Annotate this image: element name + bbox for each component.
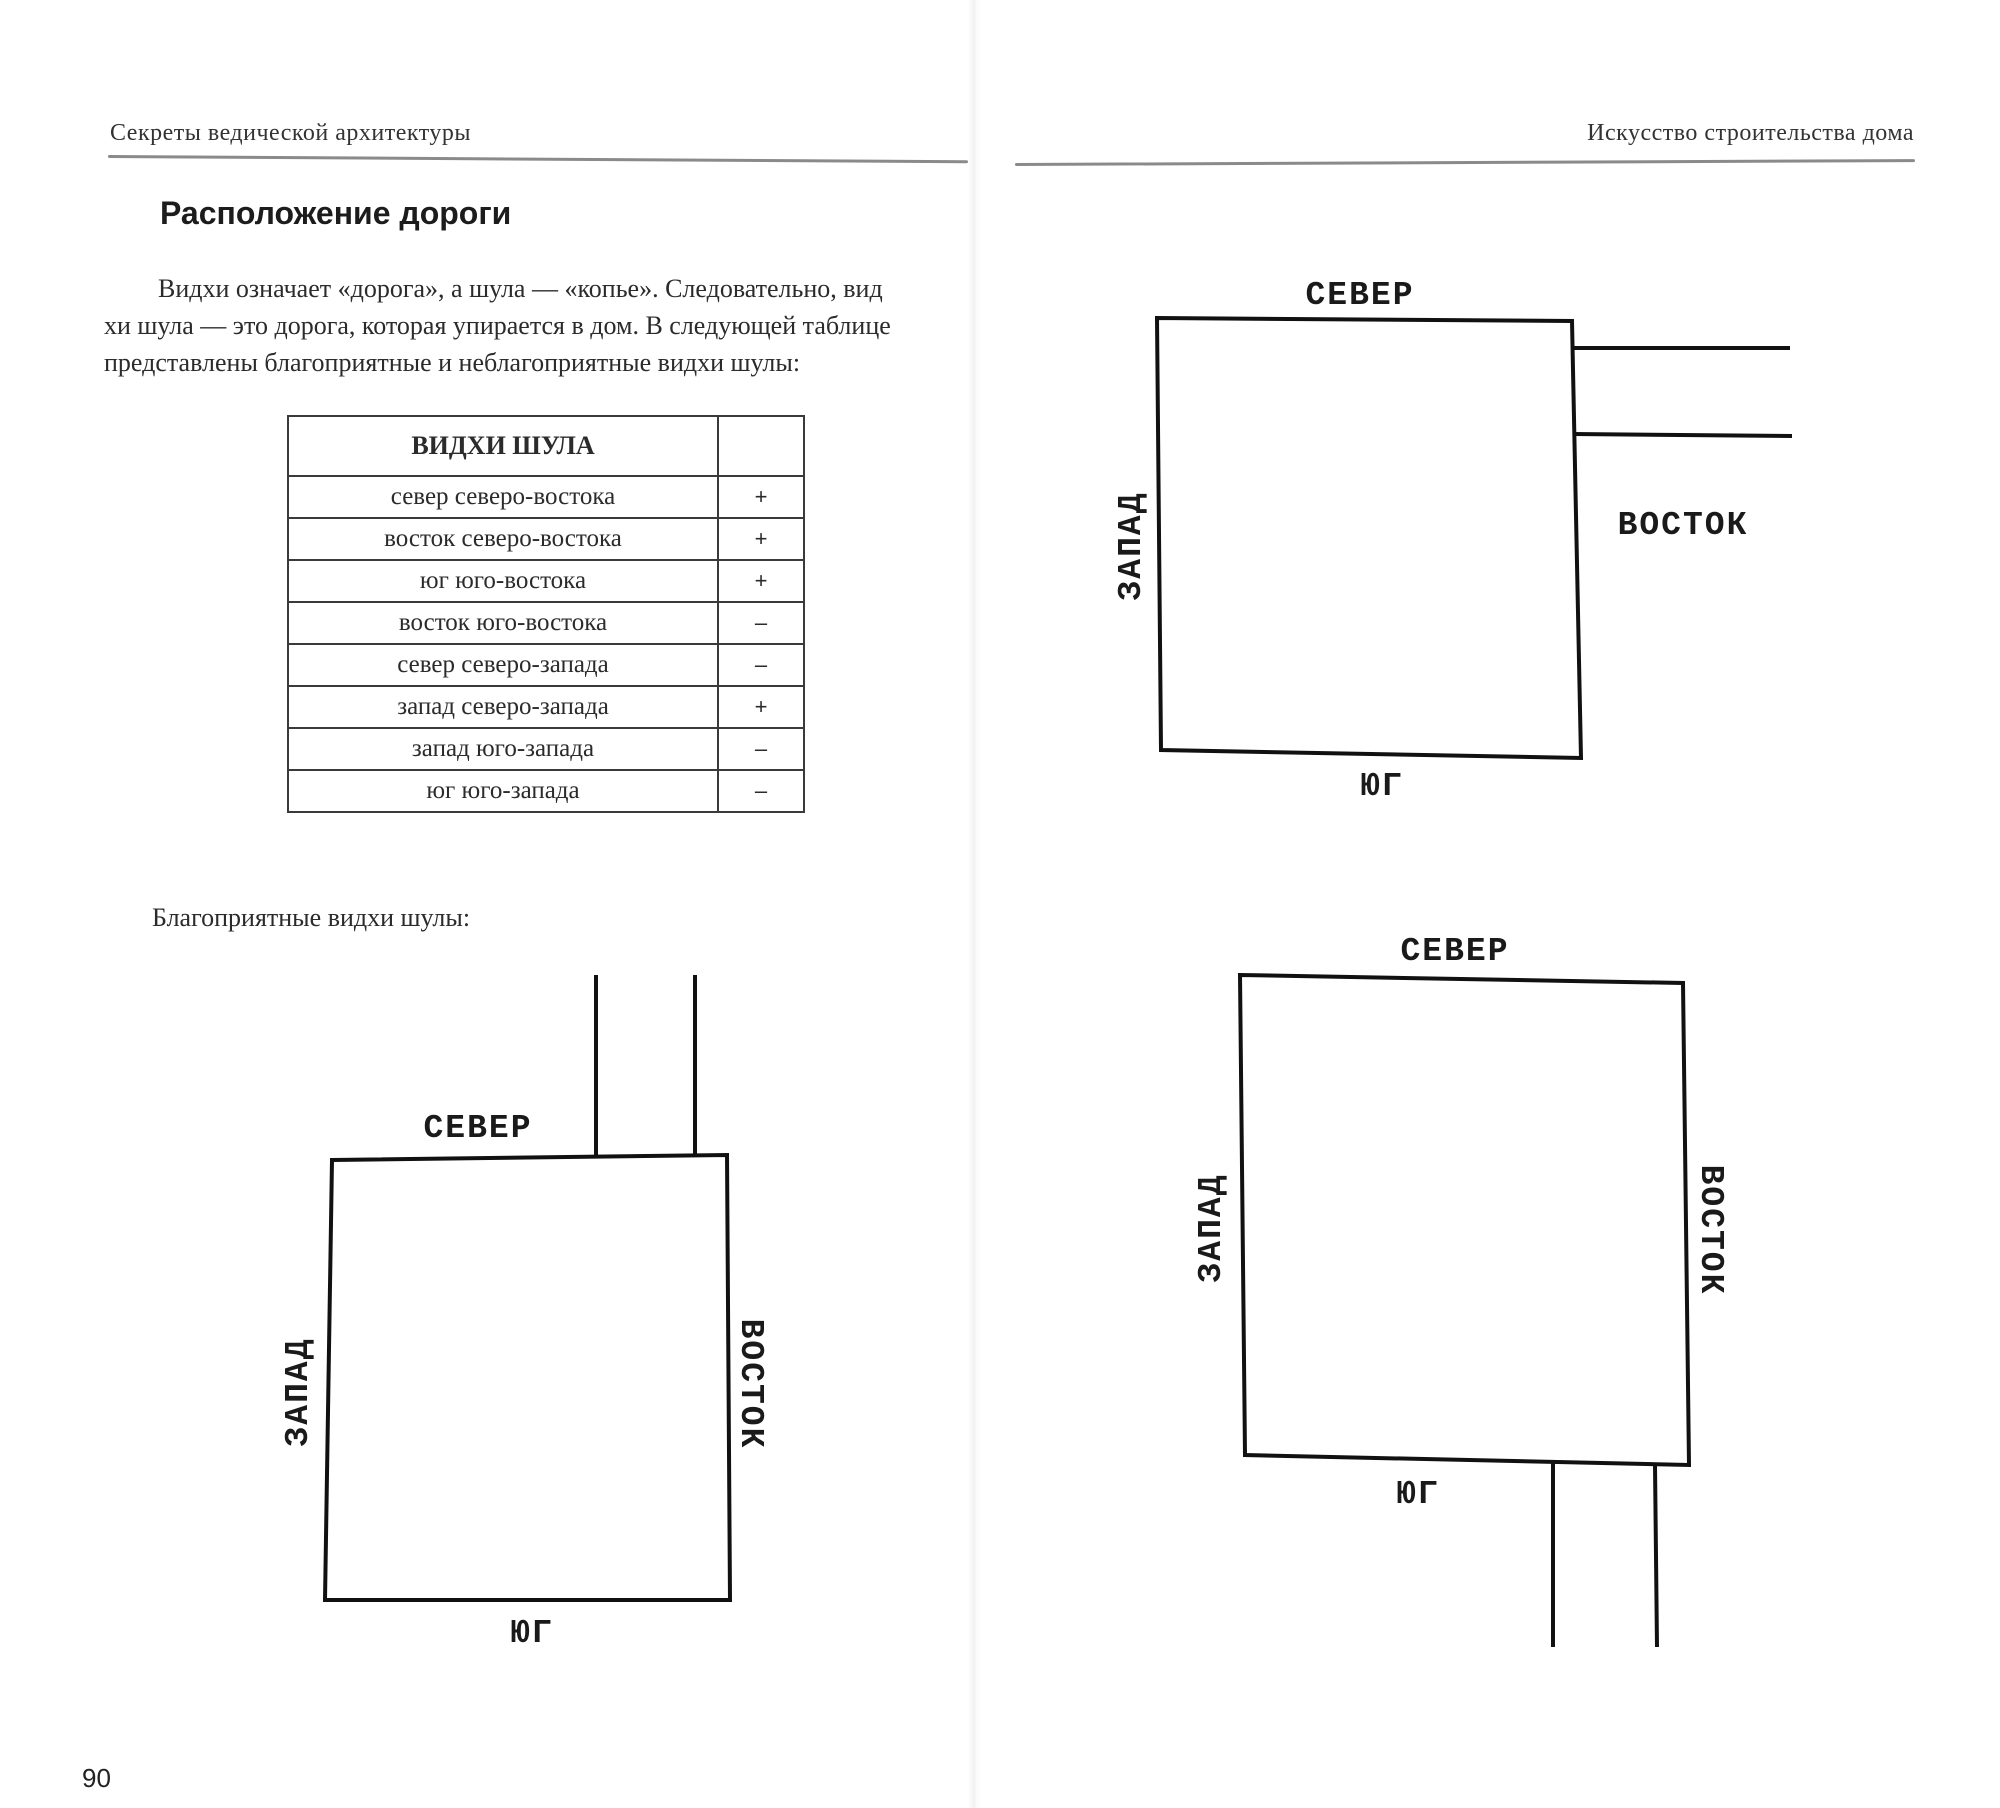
table-cell-direction: восток юго-востока xyxy=(288,602,718,644)
label-south: ЮГ xyxy=(510,1615,554,1652)
table-cell-mark: – xyxy=(718,644,804,686)
label-west: ЗАПАД xyxy=(280,1337,317,1447)
road-line xyxy=(1655,1465,1657,1647)
table-cell-direction: север северо-запада xyxy=(288,644,718,686)
paragraph-line: Видхи означает «дорога», а шула — «копье». Следовательно, вид xyxy=(158,274,883,303)
table-cell-direction: север северо-востока xyxy=(288,476,718,518)
table-cell-mark: – xyxy=(718,728,804,770)
house-outline xyxy=(1240,975,1689,1465)
label-west: ЗАПАД xyxy=(1113,491,1150,601)
running-head-left: Секреты ведической архитектуры xyxy=(110,120,471,146)
label-south: ЮГ xyxy=(1360,768,1404,805)
page-number: 90 xyxy=(82,1763,111,1793)
figure-caption: Благоприятные видхи шулы: xyxy=(152,903,471,932)
label-east: ВОСТОК xyxy=(732,1318,769,1450)
label-north: СЕВЕР xyxy=(1305,277,1415,314)
table-cell-direction: запад юго-запада xyxy=(288,728,718,770)
label-east: ВОСТОК xyxy=(1692,1164,1729,1296)
table-cell-mark: – xyxy=(718,602,804,644)
table-cell-mark: + xyxy=(718,686,804,728)
label-west: ЗАПАД xyxy=(1193,1173,1230,1283)
table-cell-direction: запад северо-запада xyxy=(288,686,718,728)
label-south: ЮГ xyxy=(1396,1476,1440,1513)
table-header: ВИДХИ ШУЛА xyxy=(288,416,718,476)
label-north: СЕВЕР xyxy=(1400,933,1510,970)
table-cell-direction: юг юго-востока xyxy=(288,560,718,602)
label-north: СЕВЕР xyxy=(423,1110,533,1147)
table-cell-mark: + xyxy=(718,560,804,602)
table-cell-mark: – xyxy=(718,770,804,812)
table-cell-mark: + xyxy=(718,476,804,518)
paragraph-line: хи шула — это дорога, которая упирается в дом. В следующей таблице xyxy=(104,311,891,340)
table-cell-direction: восток северо-востока xyxy=(288,518,718,560)
table-cell-direction: юг юго-запада xyxy=(288,770,718,812)
paragraph-line: представлены благоприятные и неблагоприятные видхи шулы: xyxy=(104,348,801,377)
label-east: ВОСТОК xyxy=(1617,507,1749,544)
section-title: Расположение дороги xyxy=(160,195,512,231)
table-cell-mark: + xyxy=(718,518,804,560)
running-head-right: Искусство строительства дома xyxy=(1587,120,1914,146)
